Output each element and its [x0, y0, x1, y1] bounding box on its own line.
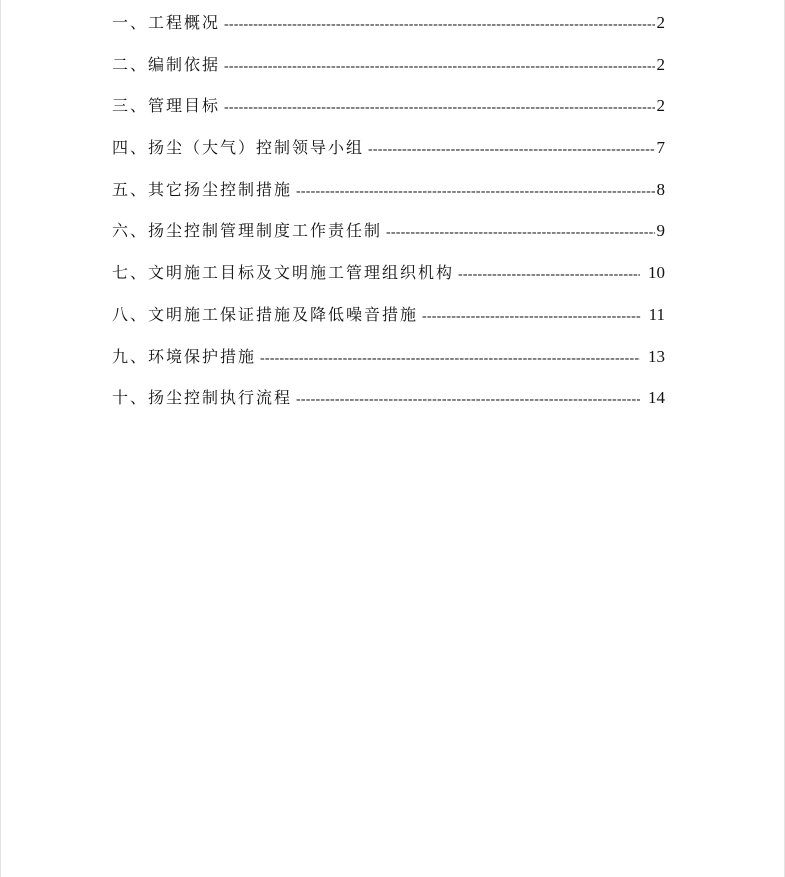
toc-entry-page: 2 [656, 96, 665, 116]
toc-entry-title: 七、文明施工目标及文明施工管理组织机构 [112, 263, 455, 283]
toc-entry-title: 九、环境保护措施 [112, 346, 257, 366]
toc-entry[interactable] [112, 92, 665, 134]
table-of-contents [112, 9, 665, 426]
toc-entry[interactable] [112, 301, 665, 343]
toc-entry-page: 13 [648, 346, 665, 366]
toc-dot-leader [296, 178, 654, 206]
toc-entry-title: 三、管理目标 [112, 96, 221, 116]
toc-entry-title: 八、文明施工保证措施及降低噪音措施 [112, 304, 419, 324]
toc-entry-page: 9 [656, 221, 665, 241]
toc-dot-leader [260, 345, 640, 373]
toc-entry-title: 一、工程概况 [112, 13, 221, 32]
toc-dot-leader [224, 94, 654, 122]
toc-entry[interactable] [112, 217, 665, 259]
toc-entry-title: 十、扬尘控制执行流程 [112, 388, 293, 408]
toc-dot-leader [458, 261, 640, 289]
toc-entry[interactable] [112, 259, 665, 301]
toc-dot-leader [296, 386, 640, 414]
toc-entry-page: 10 [648, 263, 665, 283]
toc-dot-leader [368, 136, 654, 164]
toc-entry[interactable] [112, 176, 665, 218]
toc-entry[interactable] [112, 134, 665, 176]
toc-entry[interactable] [112, 9, 665, 51]
toc-dot-leader [224, 11, 654, 39]
toc-entry-page: 2 [656, 54, 665, 74]
toc-entry[interactable] [112, 384, 665, 426]
toc-entry-title: 五、其它扬尘控制措施 [112, 179, 293, 199]
toc-entry-title: 四、扬尘（大气）控制领导小组 [112, 138, 365, 158]
toc-entry-title: 六、扬尘控制管理制度工作责任制 [112, 221, 383, 241]
toc-entry-page: 14 [648, 388, 665, 408]
toc-dot-leader [422, 303, 641, 331]
toc-entry-page: 11 [648, 304, 665, 324]
toc-entry-page: 2 [656, 13, 665, 32]
toc-dot-leader [224, 53, 654, 81]
toc-entry-title: 二、编制依据 [112, 54, 221, 74]
toc-dot-leader [386, 219, 654, 247]
toc-entry-page: 7 [656, 138, 665, 158]
toc-entry[interactable] [112, 51, 665, 93]
toc-entry-page: 8 [656, 179, 665, 199]
toc-entry[interactable] [112, 343, 665, 385]
